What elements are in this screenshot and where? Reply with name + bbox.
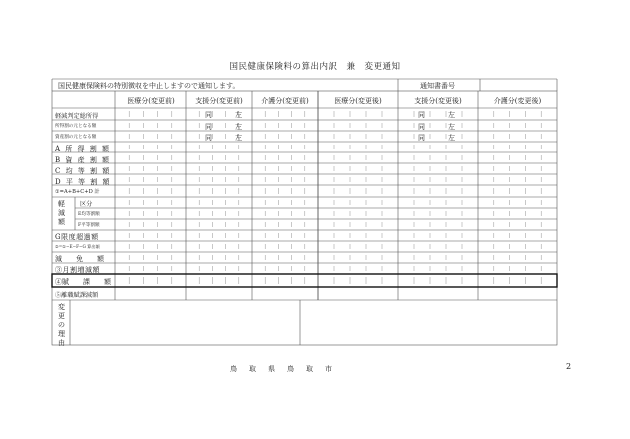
- issuer-footer: 鳥取県鳥取市: [230, 365, 344, 373]
- col-care-before: 介護分(変更前): [261, 97, 309, 105]
- row-label-d: D 平 等 割 額: [55, 178, 112, 186]
- col-support-after: 支援分(変更後): [414, 97, 462, 105]
- row-label-e: E均等割額: [78, 212, 100, 217]
- same-as-left: 同 左: [418, 111, 463, 119]
- same-as-left: 同 左: [205, 134, 250, 142]
- reduction-label: 軽減額: [58, 200, 65, 226]
- document-title: 国民健康保険料の算出内訳 兼 変更通知: [229, 62, 401, 72]
- same-as-left: 同 左: [418, 123, 463, 131]
- row-label-monthly: ③月割増減額: [55, 266, 100, 274]
- col-medical-before: 医療分(変更前): [127, 97, 175, 105]
- page-number: 2: [566, 362, 572, 371]
- row-label-calculated: ②=①−E−F−G 算出額: [55, 244, 100, 249]
- row-label-assessed: ④賦 課 額: [55, 278, 111, 286]
- row-label-a: A 所 得 割 額: [55, 145, 111, 153]
- row-label-c: C 均 等 割 額: [55, 167, 111, 175]
- row-label-b: B 資 産 割 額: [55, 156, 111, 164]
- col-support-before: 支援分(変更前): [195, 97, 243, 105]
- row-label-income-base: 所得割の元となる額: [55, 124, 97, 129]
- same-as-left: 同 左: [205, 123, 250, 131]
- col-medical-after: 医療分(変更後): [334, 97, 382, 105]
- form-border: [52, 91, 557, 345]
- notice-code-label: 通知書番号: [420, 82, 455, 90]
- row-label-f: F平等割額: [78, 223, 100, 228]
- row-label-category: 区分: [80, 201, 93, 208]
- same-as-left: 同 左: [205, 111, 250, 119]
- assessment-row-highlight: [52, 274, 557, 287]
- row-label-asset-base: 資産割の元となる額: [55, 135, 97, 140]
- col-care-after: 介護分(変更後): [493, 97, 542, 105]
- row-label-g: G限度超過額: [55, 233, 99, 241]
- reason-label: 変更の理由: [58, 303, 65, 347]
- notice-text: 国民健康保険料の特別徴収を中止しますので通知します。: [58, 82, 240, 90]
- row-label-exemption: 減 免 額: [55, 255, 104, 263]
- row-label-separation: ⑤離職賦課減額: [55, 292, 99, 299]
- row-label-sum: ①=A+B+C+D 計: [55, 189, 100, 195]
- row-label-total-income: 軽減判定総所得: [55, 113, 99, 120]
- same-as-left: 同 左: [418, 134, 463, 142]
